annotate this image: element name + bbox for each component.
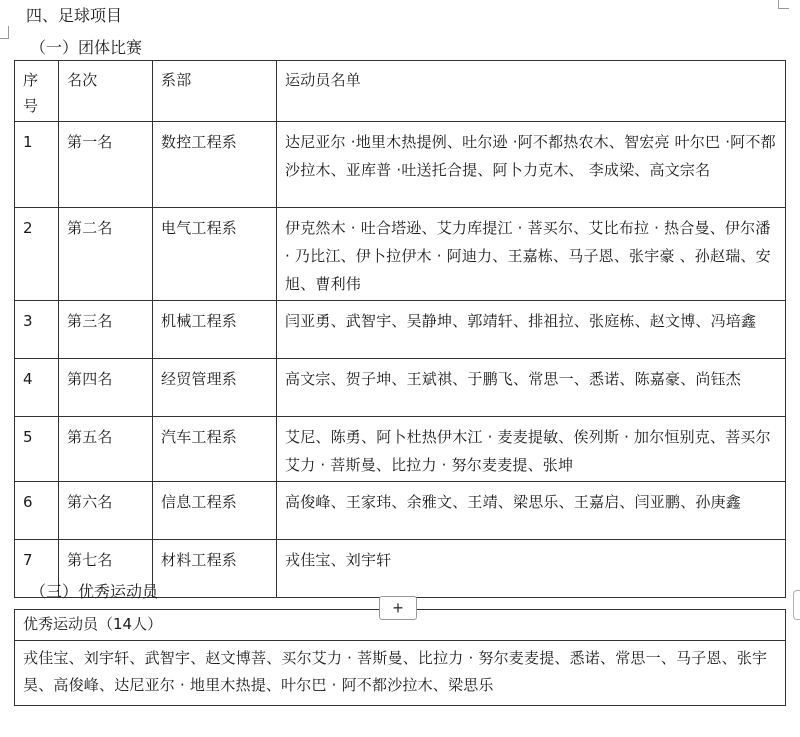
side-panel-handle[interactable] [793,590,800,620]
team-competition-title: （一）团体比赛 [30,38,143,57]
header-seq: 序号 [15,61,59,122]
cell-seq: 7 [15,540,59,598]
cell-seq: 1 [15,122,59,208]
table-header-row [15,61,786,122]
margin-corner-mark [0,26,9,39]
excellent-athletes-table [14,609,786,706]
cell-rank: 第五名 [59,417,153,482]
cell-seq: 3 [15,301,59,359]
cell-athletes: 艾尼、陈勇、阿卜杜热伊木江 · 麦麦提敏、俟列斯 · 加尔恒别克、菩买尔艾力 · 菩斯曼、比拉力 · 努尔麦麦提、张坤 [277,417,786,482]
cell-dept: 信息工程系 [153,482,277,540]
excellent-athletes-header: 优秀运动员（14人） [15,610,785,641]
cell-dept: 电气工程系 [153,208,277,301]
section-title: 四、足球项目 [26,6,123,25]
table-row [15,359,786,417]
table-row [15,417,786,482]
cell-dept: 材料工程系 [153,540,277,598]
add-row-button[interactable]: + [379,596,417,620]
cell-athletes: 达尼亚尔 ·地里木热提例、吐尔逊 ·阿不都热农木、智宏亮 叶尔巴 ·阿不都沙拉木、亚库普 ·吐送托合提、阿卜力克木、 李成梁、高文宗名 [277,122,786,208]
table-row [15,122,786,208]
cell-dept: 机械工程系 [153,301,277,359]
margin-corner-mark [778,0,789,9]
cell-seq: 2 [15,208,59,301]
cell-rank: 第七名 [59,540,153,598]
cell-rank: 第一名 [59,122,153,208]
table-row [15,208,786,301]
cell-seq: 5 [15,417,59,482]
header-dept: 系部 [153,61,277,122]
header-rank: 名次 [59,61,153,122]
cell-athletes: 闫亚勇、武智宇、吴静坤、郭靖轩、排祖拉、张庭栋、赵文博、冯培鑫 [277,301,786,359]
cell-athletes: 戎佳宝、刘宇轩 [277,540,786,598]
cell-rank: 第三名 [59,301,153,359]
table-row [15,301,786,359]
cell-dept: 汽车工程系 [153,417,277,482]
cell-rank: 第四名 [59,359,153,417]
cell-seq: 4 [15,359,59,417]
cell-rank: 第六名 [59,482,153,540]
cell-athletes: 伊克然木 · 吐合塔逊、艾力库提江 · 菩买尔、艾比布拉 · 热合曼、伊尔潘 · 乃比江、伊卜拉伊木 · 阿迪力、王嘉栋、马子恩、张宇豪 、孙赵瑞、安旭、曹利伟 [277,208,786,301]
team-results-table [14,60,786,598]
excellent-athletes-names: 戎佳宝、刘宇轩、武智宇、赵文博菩、买尔艾力 · 菩斯曼、比拉力 · 努尔麦麦提、悉诺、常思一、马子恩、张宇昊、高俊峰、达尼亚尔 · 地里木热提、叶尔巴 · 阿不都沙拉木、梁思乐 [23,649,768,694]
cell-dept: 经贸管理系 [153,359,277,417]
cell-athletes: 高俊峰、王家玮、余雅文、王靖、梁思乐、王嘉启、闫亚鹏、孙庚鑫 [277,482,786,540]
excellent-athletes-title: （三）优秀运动员 [30,582,159,601]
header-athletes: 运动员名单 [277,61,786,122]
cell-athletes: 高文宗、贺子坤、王斌祺、于鹏飞、常思一、悉诺、陈嘉豪、尚钰杰 [277,359,786,417]
cell-seq: 6 [15,482,59,540]
cell-dept: 数控工程系 [153,122,277,208]
cell-rank: 第二名 [59,208,153,301]
table-row [15,482,786,540]
